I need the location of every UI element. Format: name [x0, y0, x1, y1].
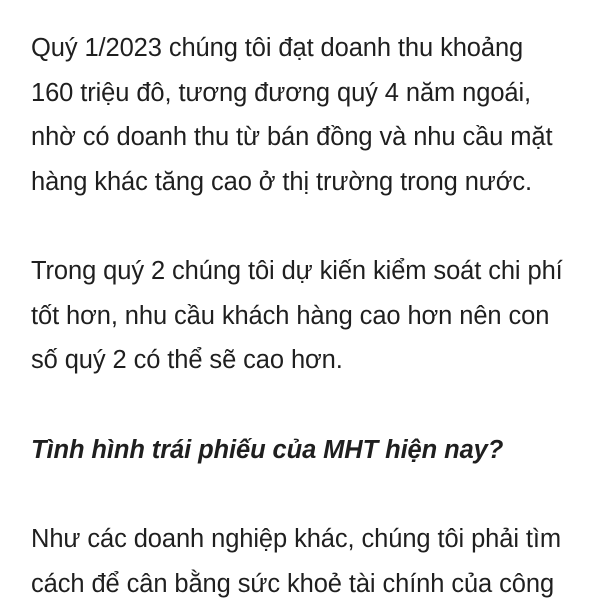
text-line: cách để cân bằng sức khoẻ tài chính của công	[31, 569, 555, 598]
paragraph-answer	[31, 517, 568, 600]
text-line: nhờ có doanh thu từ bán đồng và nhu cầu mặt	[31, 123, 553, 151]
interview-question: Tình hình trái phiếu của MHT hiện nay?	[31, 435, 504, 464]
text-line: 160 triệu đô, tương đương quý 4 năm ngoái,	[31, 78, 532, 107]
paragraph-q2-outlook	[31, 249, 568, 383]
text-line: hàng khác tăng cao ở thị trường trong nước.	[31, 167, 533, 196]
text-line: số quý 2 có thể sẽ cao hơn.	[31, 346, 343, 374]
text-line: tốt hơn, nhu cầu khách hàng cao hơn nên con	[31, 301, 550, 330]
paragraph-q1-revenue	[31, 26, 568, 204]
text-line: Như các doanh nghiệp khác, chúng tôi phải tìm	[31, 525, 561, 553]
text-line: Quý 1/2023 chúng tôi đạt doanh thu khoảng	[31, 34, 524, 62]
text-line: Trong quý 2 chúng tôi dự kiến kiểm soát chi phí	[31, 257, 563, 285]
